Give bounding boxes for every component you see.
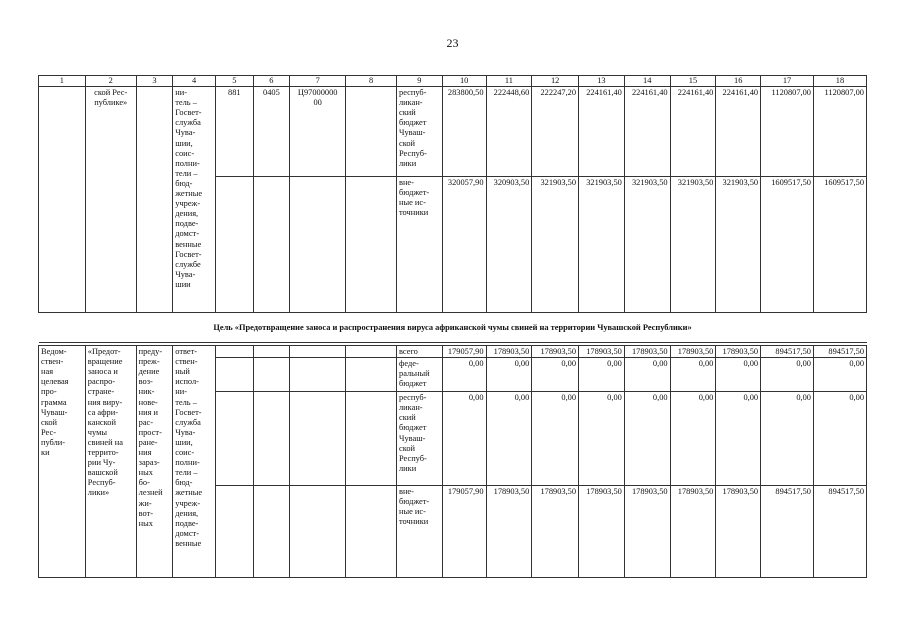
cell-amount: 0,00 (670, 358, 716, 392)
column-header: 17 (761, 76, 814, 87)
cell-col1 (39, 87, 86, 313)
cell-amount: 0,00 (486, 392, 532, 486)
column-header: 8 (346, 76, 397, 87)
cell-amount: 894517,50 (813, 486, 866, 578)
cell-amount: 179057,90 (442, 486, 486, 578)
cell-amount: 224161,40 (670, 87, 716, 177)
cell-code-8 (346, 486, 397, 578)
cell-amount: 0,00 (532, 358, 579, 392)
page-number: 23 (446, 36, 459, 50)
goal-title: Цель «Предотвращение заноса и распространения вируса африканской чумы свиней на территории Чувашской Республики» (39, 313, 867, 343)
cell-code-5 (215, 346, 253, 358)
cell-code-6 (253, 392, 290, 486)
cell-amount: 178903,50 (670, 346, 716, 358)
cell-amount: 178903,50 (486, 346, 532, 358)
cell-amount: 178903,50 (579, 486, 625, 578)
cell-amount: 224161,40 (579, 87, 625, 177)
cell-amount: 0,00 (813, 358, 866, 392)
cell-code-5 (215, 392, 253, 486)
cell-amount: 224161,40 (716, 87, 761, 177)
cell-amount: 178903,50 (624, 486, 670, 578)
cell-code-6 (253, 358, 290, 392)
cell-funding-source: феде- ральный бюджет (397, 358, 443, 392)
cell-amount: 224161,40 (624, 87, 670, 177)
cell-amount: 178903,50 (670, 486, 716, 578)
cell-amount: 321903,50 (532, 177, 579, 313)
cell-executor: ни- тель – Госвет- служба Чува- шии, соис- полни- тели – бюд- жетные учреж- дения, подве- домст- венные Госвет- службе Чува- шии (173, 87, 216, 313)
cell-funding-source: респуб- ликан- ский бюджет Чуваш- ской Респуб- лики (397, 392, 443, 486)
cell-code-8 (346, 87, 397, 177)
cell-amount: 321903,50 (670, 177, 716, 313)
cell-amount: 0,00 (761, 358, 814, 392)
cell-amount: 178903,50 (716, 486, 761, 578)
cell-code-8 (346, 392, 397, 486)
cell-code-5: 881 (215, 87, 253, 177)
cell-amount: 0,00 (442, 358, 486, 392)
column-header: 12 (532, 76, 579, 87)
column-header: 18 (813, 76, 866, 87)
cell-amount: 0,00 (761, 392, 814, 486)
column-header: 16 (716, 76, 761, 87)
cell-amount: 1609517,50 (761, 177, 814, 313)
cell-col3 (136, 87, 173, 313)
cell-funding-source: всего (397, 346, 443, 358)
column-header: 3 (136, 76, 173, 87)
cell-amount: 321903,50 (716, 177, 761, 313)
column-header: 6 (253, 76, 290, 87)
cell-amount: 179057,90 (442, 346, 486, 358)
cell-amount: 178903,50 (532, 346, 579, 358)
cell-code-7 (290, 177, 346, 313)
goal-row (39, 313, 867, 343)
cell-code-8 (346, 346, 397, 358)
cell-amount: 222247,20 (532, 87, 579, 177)
cell-amount: 321903,50 (624, 177, 670, 313)
cell-code-6: 0405 (253, 87, 290, 177)
cell-code-7 (290, 346, 346, 358)
column-header: 14 (624, 76, 670, 87)
cell-amount: 283800,50 (442, 87, 486, 177)
column-header: 10 (442, 76, 486, 87)
cell-code-7 (290, 392, 346, 486)
cell-code-5 (215, 358, 253, 392)
cell-funding-source: вне- бюджет- ные ис- точники (397, 177, 443, 313)
cell-amount: 0,00 (442, 392, 486, 486)
cell-amount: 320903,50 (486, 177, 532, 313)
cell-amount: 0,00 (670, 392, 716, 486)
cell-code-6 (253, 486, 290, 578)
cell-code-6 (253, 346, 290, 358)
budget-table (38, 75, 867, 578)
cell-purpose: преду- преж- дение воз- ник- нове- ния и рас- прост- ране- ния зараз- ных бо- лезней жи- вот- ных (136, 346, 173, 578)
column-header: 2 (85, 76, 136, 87)
column-header: 4 (173, 76, 216, 87)
cell-code-7 (290, 358, 346, 392)
cell-code-7: Ц97000000 00 (290, 87, 346, 177)
cell-amount: 1120807,00 (813, 87, 866, 177)
column-header: 13 (579, 76, 625, 87)
cell-funding-source: респуб- ликан- ский бюджет Чуваш- ской Респуб- лики (397, 87, 443, 177)
column-header: 11 (486, 76, 532, 87)
cell-code-6 (253, 177, 290, 313)
cell-funding-source: вне- бюджет- ные ис- точники (397, 486, 443, 578)
cell-amount: 0,00 (716, 358, 761, 392)
cell-amount: 0,00 (624, 392, 670, 486)
cell-code-5 (215, 486, 253, 578)
cell-amount: 894517,50 (761, 486, 814, 578)
cell-code-8 (346, 177, 397, 313)
cell-amount: 894517,50 (761, 346, 814, 358)
cell-amount: 0,00 (716, 392, 761, 486)
cell-amount: 178903,50 (579, 346, 625, 358)
column-header: 7 (290, 76, 346, 87)
cell-amount: 0,00 (813, 392, 866, 486)
cell-program-type: Ведом- ствен- ная целевая про- грамма Чуваш- ской Рес- публи- ки (39, 346, 86, 578)
cell-amount: 0,00 (579, 392, 625, 486)
column-header: 1 (39, 76, 86, 87)
column-header: 9 (397, 76, 443, 87)
cell-amount: 222448,60 (486, 87, 532, 177)
cell-amount: 0,00 (624, 358, 670, 392)
cell-amount: 894517,50 (813, 346, 866, 358)
cell-amount: 0,00 (579, 358, 625, 392)
cell-amount: 1120807,00 (761, 87, 814, 177)
cell-code-8 (346, 358, 397, 392)
table-row (39, 346, 867, 358)
cell-amount: 178903,50 (716, 346, 761, 358)
cell-amount: 320057,90 (442, 177, 486, 313)
column-header: 5 (215, 76, 253, 87)
cell-amount: 178903,50 (532, 486, 579, 578)
column-header: 15 (670, 76, 716, 87)
cell-program-name: «Предот- вращение заноса и распро- стране- ния виру- са афри- канской чумы свиней на террито- рии Чу- вашской Респуб- лики» (85, 346, 136, 578)
cell-amount: 178903,50 (486, 486, 532, 578)
cell-amount: 321903,50 (579, 177, 625, 313)
cell-code-7 (290, 486, 346, 578)
cell-executor: ответ- ствен- ный испол- ни- тель – Госвет- служба Чува- шии, соис- полни- тели – бюд- жетные учреж- дения, подве- домст- венные (173, 346, 216, 578)
cell-amount: 178903,50 (624, 346, 670, 358)
cell-code-5 (215, 177, 253, 313)
table-row (39, 87, 867, 177)
cell-amount: 0,00 (486, 358, 532, 392)
header-row (39, 76, 867, 87)
cell-amount: 1609517,50 (813, 177, 866, 313)
cell-amount: 0,00 (532, 392, 579, 486)
cell-program-name: ской Рес- публике» (85, 87, 136, 313)
